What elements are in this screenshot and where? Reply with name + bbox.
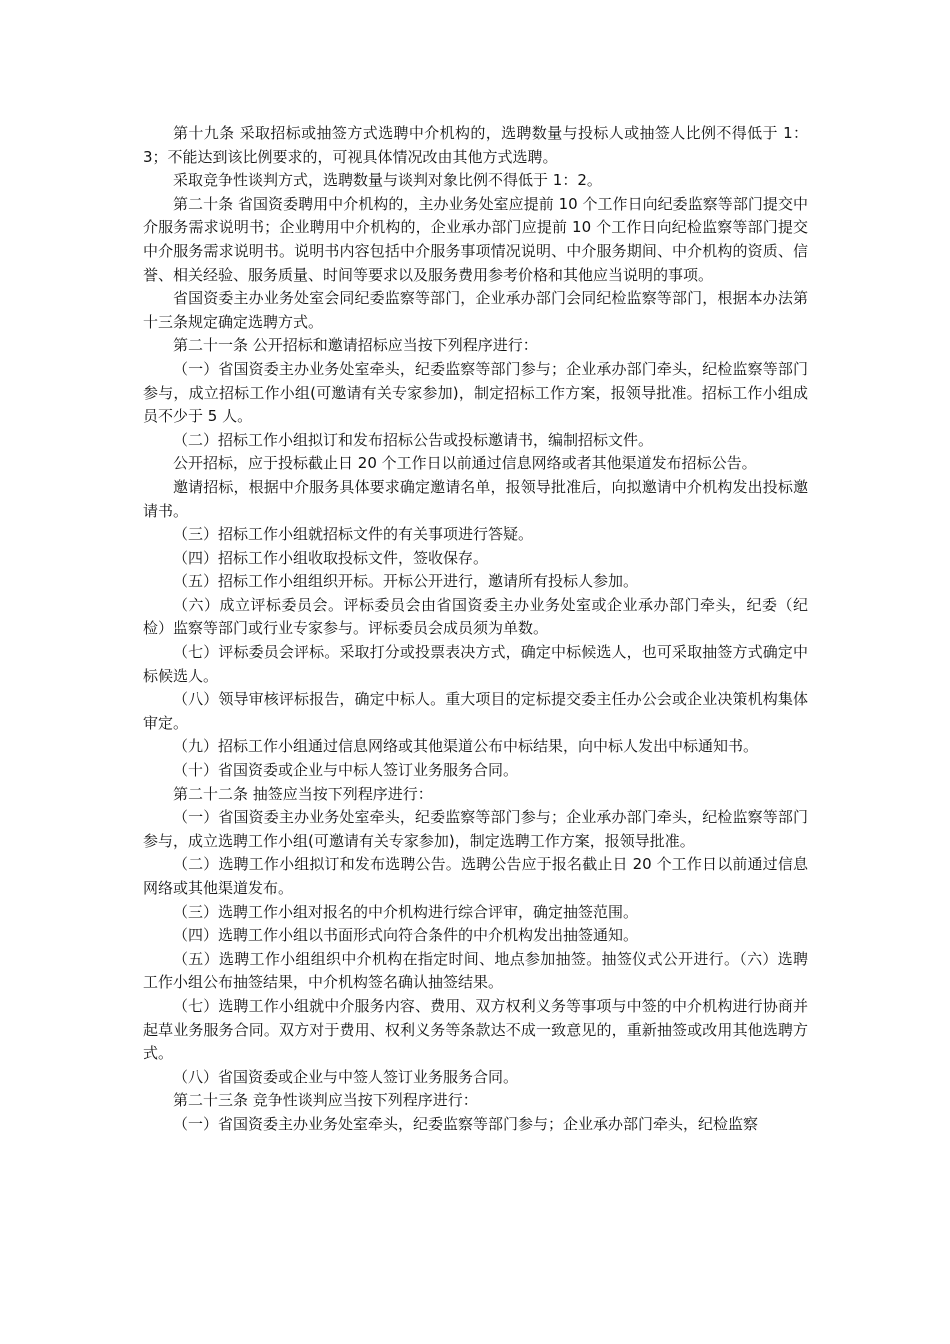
paragraph: （五）招标工作小组组织开标。开标公开进行，邀请所有投标人参加。: [173, 572, 639, 591]
paragraph: （六）成立评标委员会。评标委员会由省国资委主办业务处室或企业承办部门牵头，纪委（纪检）监察等部门或行业专家参与。评标委员会成员须为单数。: [143, 595, 808, 638]
paragraph: （一）省国资委主办业务处室牵头，纪委监察等部门参与；企业承办部门牵头，纪检监察等部门参与，成立招标工作小组(可邀请有关专家参加)，制定招标工作方案，报领导批准。招标工作小组成员不少于 5 人。: [143, 359, 808, 426]
paragraph: （五）选聘工作小组组织中介机构在指定时间、地点参加抽签。抽签仪式公开进行。（六）选聘工作小组公布抽签结果，中介机构签名确认抽签结果。: [143, 949, 808, 992]
paragraph: 省国资委主办业务处室会同纪委监察等部门，企业承办部门会同纪检监察等部门，根据本办法第十三条规定确定选聘方式。: [143, 289, 808, 331]
paragraph: 邀请招标，根据中介服务具体要求确定邀请名单，报领导批准后，向拟邀请中介机构发出投标邀请书。: [143, 477, 808, 520]
paragraph: （二）选聘工作小组拟订和发布选聘公告。选聘公告应于报名截止日 20 个工作日以前通过信息网络或其他渠道发布。: [143, 855, 808, 897]
paragraph: （七）评标委员会评标。采取打分或投票表决方式，确定中标候选人，也可采取抽签方式确定中标候选人。: [143, 643, 808, 685]
paragraph: （八）省国资委或企业与中签人签订业务服务合同。: [173, 1067, 519, 1086]
paragraph: （四）招标工作小组收取投标文件，签收保存。: [173, 548, 489, 567]
paragraph: （三）选聘工作小组对报名的中介机构进行综合评审，确定抽签范围。: [173, 902, 639, 921]
paragraph: （三）招标工作小组就招标文件的有关事项进行答疑。: [173, 525, 534, 544]
paragraph-article-21: 第二十一条 公开招标和邀请招标应当按下列程序进行：: [173, 336, 538, 355]
paragraph: （四）选聘工作小组以书面形式向符合条件的中介机构发出抽签通知。: [173, 926, 639, 945]
paragraph-article-19: 第十九条 采取招标或抽签方式选聘中介机构的，选聘数量与投标人或抽签人比例不得低于 1：3；不能达到该比例要求的，可视具体情况改由其他方式选聘。: [143, 124, 808, 166]
document-body: [143, 122, 808, 1137]
paragraph: （七）选聘工作小组就中介服务内容、费用、双方权利义务等事项与中签的中介机构进行协商并起草业务服务合同。双方对于费用、权利义务等条款达不成一致意见的，重新抽签或改用其他选聘方式。: [143, 996, 808, 1063]
paragraph-article-20: 第二十条 省国资委聘用中介机构的，主办业务处室应提前 10 个工作日向纪委监察等部门提交中介服务需求说明书；企业聘用中介机构的，企业承办部门应提前 10 个工作日向纪检监察等部门提交中介服务需求说明书。说明书内容包括中介服务事项情况说明、中介服务期间、中介机构的资质、信誉、相关经验、服务质量、时间等要求以及服务费用参考价格和其他应当说明的事项。: [143, 194, 808, 284]
paragraph: （一）省国资委主办业务处室牵头，纪委监察等部门参与；企业承办部门牵头，纪检监察等部门参与，成立选聘工作小组(可邀请有关专家参加)，制定选聘工作方案，报领导批准。: [143, 808, 808, 850]
paragraph: （二）招标工作小组拟订和发布招标公告或投标邀请书，编制招标文件。: [173, 430, 654, 449]
paragraph: 公开招标，应于投标截止日 20 个工作日以前通过信息网络或者其他渠道发布招标公告。: [173, 454, 757, 473]
paragraph: （十）省国资委或企业与中标人签订业务服务合同。: [173, 761, 519, 780]
paragraph: （九）招标工作小组通过信息网络或其他渠道公布中标结果，向中标人发出中标通知书。: [173, 737, 759, 756]
paragraph: 采取竞争性谈判方式，选聘数量与谈判对象比例不得低于 1：2。: [173, 171, 602, 190]
paragraph-article-22: 第二十二条 抽签应当按下列程序进行：: [173, 784, 433, 803]
paragraph-article-23: 第二十三条 竞争性谈判应当按下列程序进行：: [173, 1091, 478, 1110]
paragraph: （一）省国资委主办业务处室牵头，纪委监察等部门参与；企业承办部门牵头，纪检监察: [173, 1114, 759, 1133]
paragraph: （八）领导审核评标报告，确定中标人。重大项目的定标提交委主任办公会或企业决策机构集体审定。: [143, 690, 808, 732]
